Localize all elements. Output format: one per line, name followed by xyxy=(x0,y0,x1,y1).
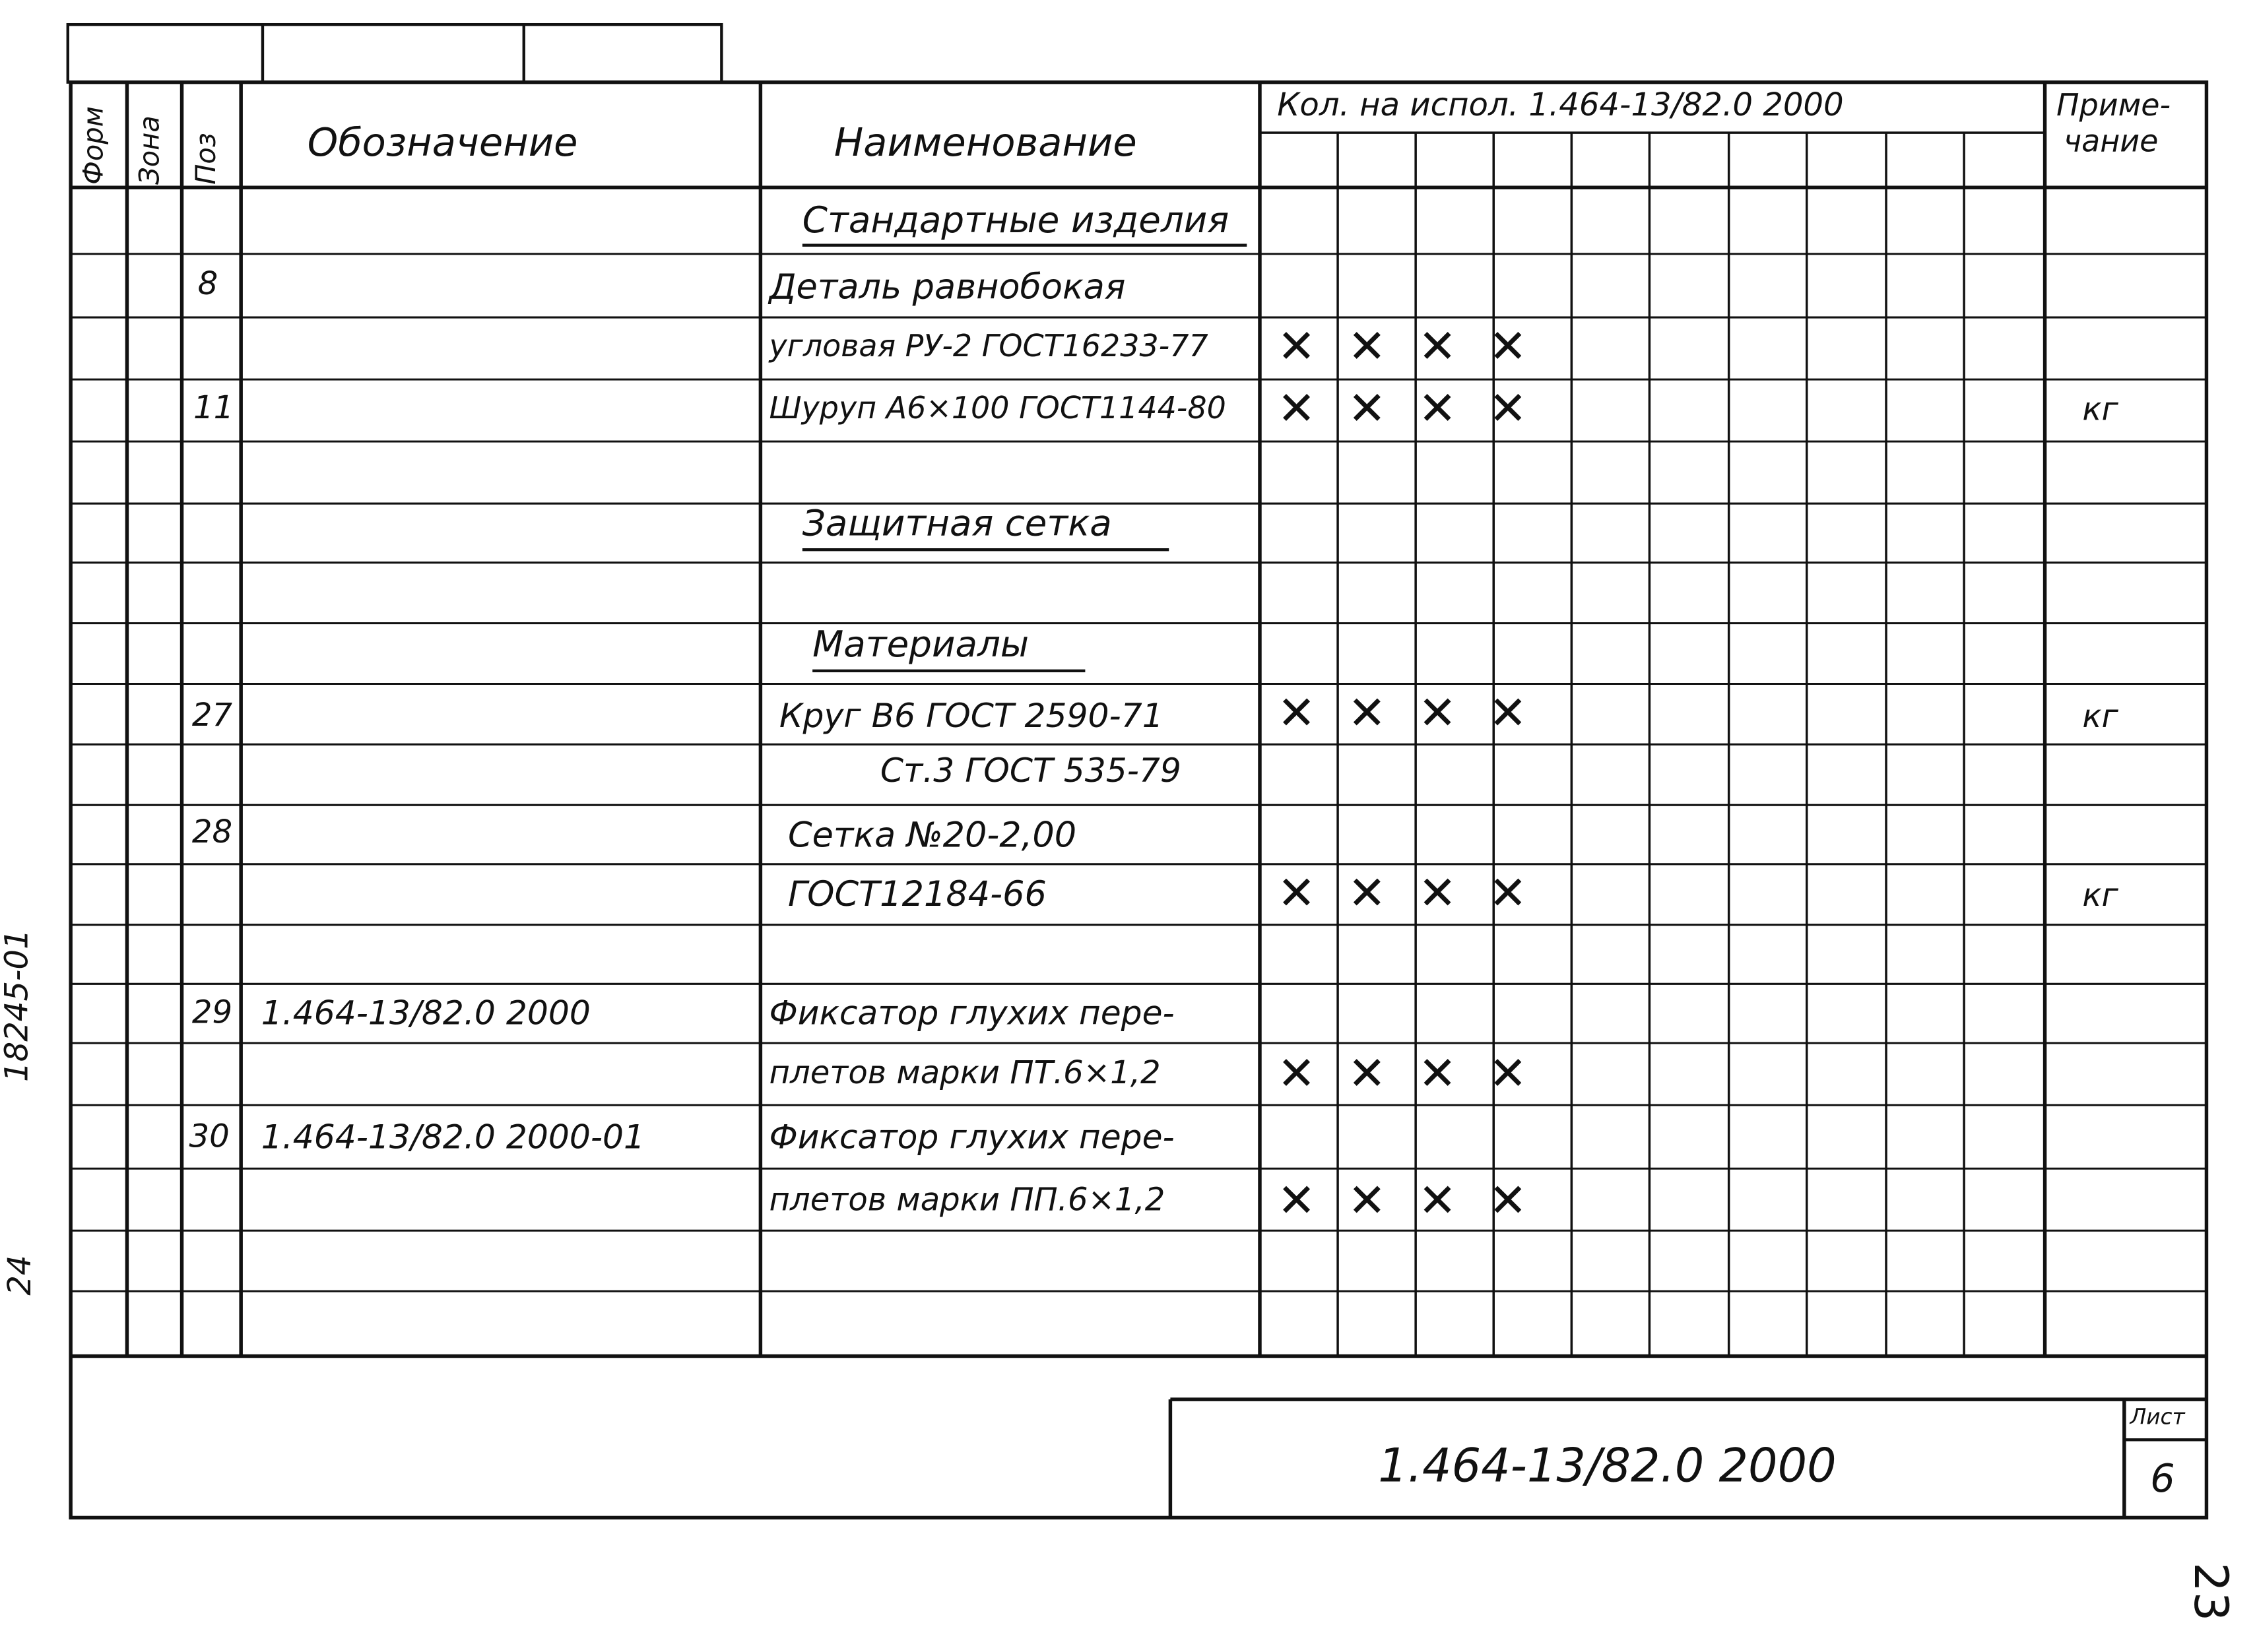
header-note-line2: чание xyxy=(2063,124,2159,159)
section-standard-items: Стандартные изделия xyxy=(802,199,1229,241)
row-note: кг xyxy=(2082,878,2118,915)
row-pos: 28 xyxy=(191,815,233,852)
row-marks: ✕✕✕✕ xyxy=(1277,866,1559,921)
row-designation: 1.464-13/82.0 2000-01 xyxy=(261,1119,645,1157)
row-name: плетов марки ПП.6×1,2 xyxy=(769,1183,1165,1219)
row-name: Фиксатор глухих пере- xyxy=(769,1119,1175,1157)
row-pos: 30 xyxy=(189,1119,230,1156)
row-name: плетов марки ПТ.6×1,2 xyxy=(769,1056,1161,1093)
section-protective-mesh: Защитная сетка xyxy=(802,501,1112,544)
header-note-line1: Приме- xyxy=(2056,88,2171,123)
row-note: кг xyxy=(2082,392,2118,429)
header-name: Наименование xyxy=(834,121,1137,166)
row-marks: ✕✕✕✕ xyxy=(1277,319,1559,374)
margin-sheet: 24 xyxy=(3,1255,40,1296)
row-note: кг xyxy=(2082,699,2118,736)
row-name: Фиксатор глухих пере- xyxy=(769,995,1175,1033)
header-format: Форм xyxy=(78,106,110,185)
row-name: Ст.3 ГОСТ 535-79 xyxy=(880,753,1181,791)
row-pos: 27 xyxy=(191,698,233,735)
margin-inventory-number: 18245-01 xyxy=(0,929,36,1083)
row-name: Сетка №20-2,00 xyxy=(787,815,1077,856)
row-marks: ✕✕✕✕ xyxy=(1277,1046,1559,1101)
sheet-label: Лист xyxy=(2130,1403,2185,1430)
sheet-number: 6 xyxy=(2150,1457,2175,1502)
row-marks: ✕✕✕✕ xyxy=(1277,381,1559,436)
row-pos: 8 xyxy=(197,267,218,303)
row-name: Круг В6 ГОСТ 2590-71 xyxy=(779,698,1163,736)
header-position: Поз xyxy=(190,133,222,185)
section-materials: Материалы xyxy=(812,623,1030,666)
row-name: Деталь равнобокая xyxy=(769,267,1126,307)
row-name: ГОСТ12184-66 xyxy=(787,874,1047,915)
header-quantity: Кол. на испол. 1.464-13/82.0 2000 xyxy=(1277,88,1844,125)
row-name: угловая РУ-2 ГОСТ16233-77 xyxy=(769,329,1208,364)
row-marks: ✕✕✕✕ xyxy=(1277,685,1559,740)
row-pos: 29 xyxy=(191,995,233,1032)
row-marks: ✕✕✕✕ xyxy=(1277,1172,1559,1228)
section-underlines xyxy=(802,245,1247,671)
row-name: Шуруп А6×100 ГОСТ1144-80 xyxy=(769,391,1226,426)
document-number: 1.464-13/82.0 2000 xyxy=(1378,1438,1837,1494)
top-stamp-boxes xyxy=(68,24,722,82)
header-designation: Обозначение xyxy=(307,121,578,166)
row-designation: 1.464-13/82.0 2000 xyxy=(261,995,591,1033)
row-pos: 11 xyxy=(193,391,234,428)
page-number: 23 xyxy=(2183,1562,2239,1622)
header-zone: Зона xyxy=(134,115,166,185)
